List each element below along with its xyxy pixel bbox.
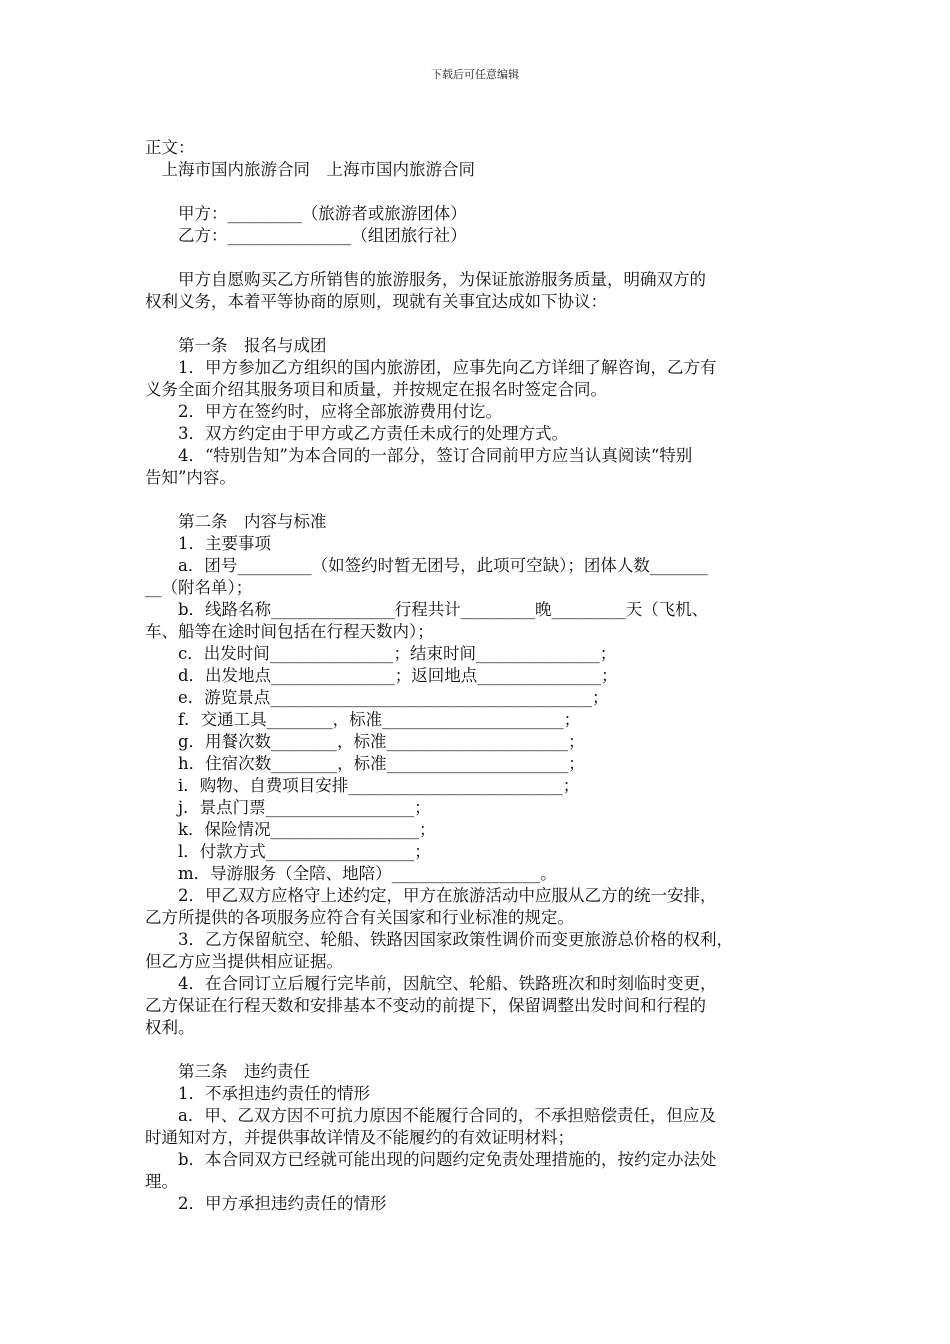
text-line: 甲方：_________（旅游者或旅游团体） [145, 204, 467, 223]
text-line: d．出发地点_______________；返回地点_______________； [145, 666, 618, 685]
text-line: i．购物、自费项目安排__________________________； [145, 776, 580, 795]
text-line: 4．“特别告知”为本合同的一部分，签订合同前甲方应当认真阅读“特别 [145, 446, 693, 465]
text-line: a．团号_________（如签约时暂无团号，此项可空缺）；团体人数_______ [145, 556, 708, 575]
text-line: 告知”内容。 [145, 468, 236, 487]
text-line: 权利。 [145, 1018, 195, 1037]
text-line: 第二条 内容与标准 [145, 512, 327, 531]
text-line: 义务全面介绍其服务项目和质量，并按规定在报名时签定合同。 [145, 380, 607, 399]
text-line: k．保险情况__________________； [145, 820, 436, 839]
text-line: 1．不承担违约责任的情形 [145, 1084, 370, 1103]
text-line: 正文： [145, 138, 195, 157]
text-line: 理。 [145, 1172, 178, 1191]
text-line: g．用餐次数________，标准______________________； [145, 732, 585, 751]
text-line: 时通知对方，并提供事故详情及不能履约的有效证明材料； [145, 1128, 574, 1147]
text-line: b．线路名称_______________行程共计_________晚_________天（飞机、 [145, 600, 709, 619]
text-line: 车、船等在途时间包括在行程天数内）； [145, 622, 434, 641]
blank-line [145, 313, 815, 335]
text-line: 乙方保证在行程天数和安排基本不变动的前提下，保留调整出发时间和行程的 [145, 996, 706, 1015]
text-line: 但乙方应当提供相应证据。 [145, 952, 343, 971]
text-line: __（附名单）； [145, 578, 253, 597]
text-line: 1．甲方参加乙方组织的国内旅游团，应事先向乙方详细了解咨询，乙方有 [145, 358, 717, 377]
blank-line [145, 1039, 815, 1061]
text-line: 甲方自愿购买乙方所销售的旅游服务，为保证旅游服务质量，明确双方的 [145, 270, 706, 289]
text-line: 权利义务，本着平等协商的原则，现就有关事宜达成如下协议： [145, 292, 607, 311]
text-line: 3．乙方保留航空、轮船、铁路因国家政策性调价而变更旅游总价格的权利， [145, 930, 733, 949]
text-line: 第一条 报名与成团 [145, 336, 327, 355]
text-line: h．住宿次数________，标准______________________； [145, 754, 585, 773]
text-line: 4．在合同订立后履行完毕前，因航空、轮船、铁路班次和时刻临时变更， [145, 974, 717, 993]
text-line: a．甲、乙双方因不可抗力原因不能履行合同的，不承担赔偿责任，但应及 [145, 1106, 716, 1125]
text-line: b．本合同双方已经就可能出现的问题约定免责处理措施的，按约定办法处 [145, 1150, 717, 1169]
text-line: 2．甲方承担违约责任的情形 [145, 1194, 387, 1213]
text-line: 2．甲方在签约时，应将全部旅游费用付讫。 [145, 402, 502, 421]
text-line: 乙方：_______________（组团旅行社） [145, 226, 467, 245]
text-line: l．付款方式__________________； [145, 842, 431, 861]
text-line: 1．主要事项 [145, 534, 271, 553]
text-line: 乙方所提供的各项服务应符合有关国家和行业标准的规定。 [145, 908, 574, 927]
text-line: 第三条 违约责任 [145, 1062, 310, 1081]
contract-body [145, 137, 815, 1215]
text-line: 上海市国内旅游合同 上海市国内旅游合同 [145, 160, 475, 179]
text-line: c．出发时间_______________；结束时间_______________； [145, 644, 617, 663]
text-line: j．景点门票__________________； [145, 798, 431, 817]
text-line: e．游览景点_______________________________________； [145, 688, 609, 707]
page-header: 下载后可任意编辑 [431, 68, 519, 81]
blank-line [145, 247, 815, 269]
text-line: 2．甲乙双方应格守上述约定，甲方在旅游活动中应服从乙方的统一安排， [145, 886, 717, 905]
text-line: 3．双方约定由于甲方或乙方责任未成行的处理方式。 [145, 424, 568, 443]
text-line: m．导游服务（全陪、地陪）__________________。 [145, 864, 557, 883]
blank-line [145, 489, 815, 511]
blank-line [145, 181, 815, 203]
text-line: f．交通工具________，标准______________________； [145, 710, 581, 729]
